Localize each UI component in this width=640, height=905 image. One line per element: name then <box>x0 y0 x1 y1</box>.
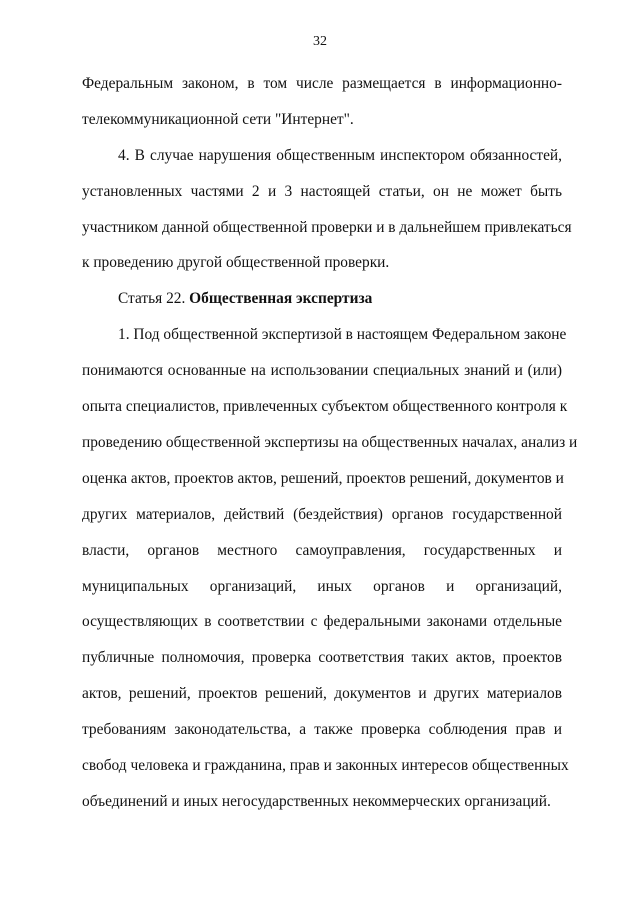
text-line: власти, органов местного самоуправления, государственных и <box>82 542 562 559</box>
page-number: 32 <box>313 34 327 49</box>
text-line: Федеральным законом, в том числе размещается в информационно- <box>82 75 562 92</box>
text-line: 4. В случае нарушения общественным инспектором обязанностей, <box>118 147 562 164</box>
text-line: опыта специалистов, привлеченных субъектом общественного контроля к <box>82 398 568 415</box>
text-line: оценка актов, проектов актов, решений, проектов решений, документов и <box>82 470 564 487</box>
text-line: требованиям законодательства, а также проверка соблюдения прав и <box>82 721 562 738</box>
text-line: 1. Под общественной экспертизой в настоящем Федеральном законе <box>118 326 567 343</box>
article-heading <box>118 289 562 309</box>
text-line: участником данной общественной проверки и в дальнейшем привлекаться <box>82 219 572 236</box>
text-line: телекоммуникационной сети "Интернет". <box>82 111 354 128</box>
text-line: свобод человека и гражданина, прав и законных интересов общественных <box>82 757 569 774</box>
text-line: публичные полномочия, проверка соответствия таких актов, проектов <box>82 649 562 666</box>
text-line: объединений и иных негосударственных некоммерческих организаций. <box>82 793 551 810</box>
text-line: других материалов, действий (бездействия) органов государственной <box>82 506 562 523</box>
text-line: муниципальных организаций, иных органов и организаций, <box>82 578 562 595</box>
text-line: актов, решений, проектов решений, документов и других материалов <box>82 685 562 702</box>
text-line: понимаются основанные на использовании специальных знаний и (или) <box>82 362 562 379</box>
article-number: Статья 22. <box>118 290 190 307</box>
text-line: к проведению другой общественной проверки. <box>82 254 390 271</box>
article-title: Общественная экспертиза <box>189 290 373 307</box>
text-line: установленных частями 2 и 3 настоящей статьи, он не может быть <box>82 183 562 200</box>
text-line: осуществляющих в соответствии с федеральными законами отдельные <box>82 613 562 630</box>
text-line: проведению общественной экспертизы на общественных началах, анализ и <box>82 434 578 451</box>
